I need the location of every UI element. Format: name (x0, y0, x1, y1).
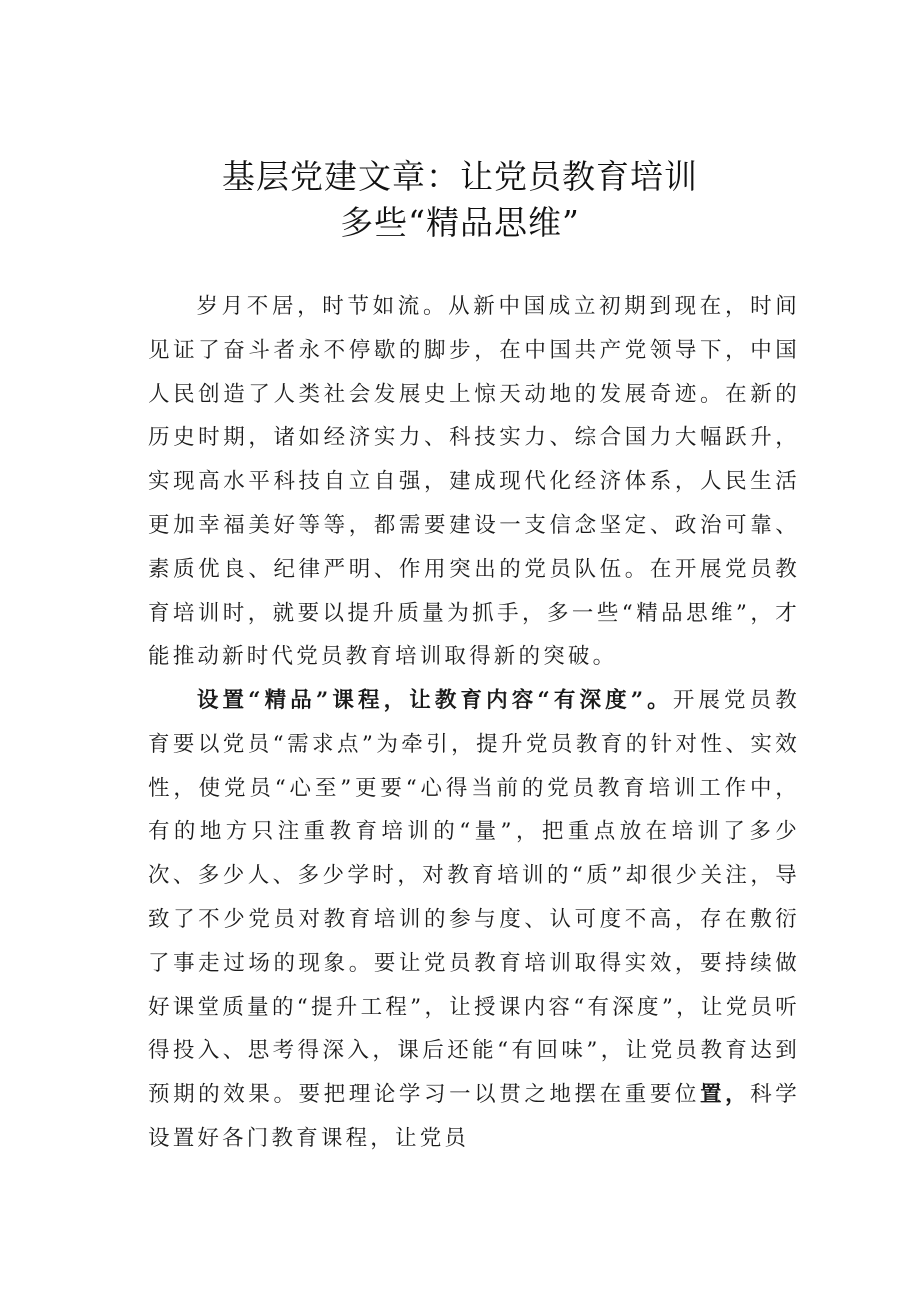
paragraph-1 (148, 285, 800, 679)
paragraph-2-text-a: 开展党员教育要以党员“需求点”为牵引，提升党员教育的针对性、实效性，使党员“心至”更要“心得当前的党员教育培训工作中，有的地方只注重教育培训的“量”，把重点放在培训了多少次、多少人、多少学时，对教育培训的“质”却很少关注，导致了不少党员对教育培训的参与度、认可度不高，存在敷衍了事走过场的现象。要让党员教育培训取得实效，要持续做好课堂质量的“提升工程”，让授课内容“有深度”，让党员听得投入、思考得深入，课后还能“有回味”，让党员教育达到预期的效果。要把理论学习一以贯之地摆在重要位 (148, 688, 800, 1108)
document-title-line-1: 基层党建文章：让党员教育培训 (222, 157, 698, 196)
paragraph-2-text-b: 科学设置好各门教育课程，让党员 (148, 1082, 800, 1151)
paragraph-2-lead-sentence: 设置“精品”课程，让教育内容“有深度”。 (196, 688, 673, 713)
document-title-line-2: 多些“精品思维” (340, 203, 580, 242)
paragraph-2-bold-text: 置， (700, 1082, 751, 1108)
paragraph-1-text: 岁月不居，时节如流。从新中国成立初期到现在，时间见证了奋斗者永不停歇的脚步，在中国共产党领导下，中国人民创造了人类社会发展史上惊天动地的发展奇迹。在新的历史时期，诸如经济实力、科技实力、综合国力大幅跃升，实现高水平科技自立自强，建成现代化经济体系，人民生活更加幸福美好等等，都需要建设一支信念坚定、政治可靠、素质优良、纪律严明、作用突出的党员队伍。在开展党员教育培训时，就要以提升质量为抓手，多一些“精品思维”，才能推动新时代党员教育培训取得新的突破。 (148, 294, 800, 670)
paragraph-2 (148, 679, 800, 1161)
